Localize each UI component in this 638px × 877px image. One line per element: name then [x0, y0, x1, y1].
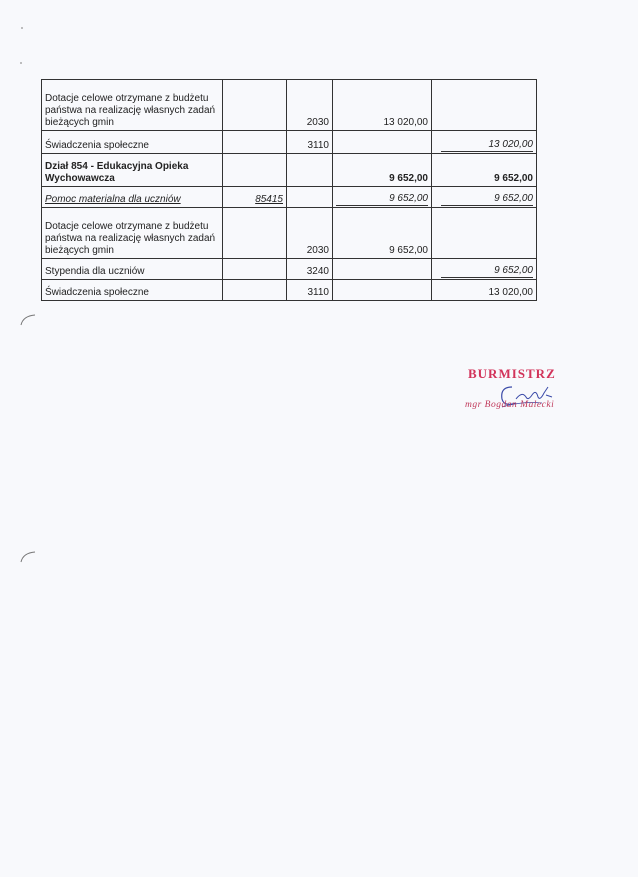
stamp-title: BURMISTRZ — [468, 366, 556, 381]
row-section — [223, 280, 287, 301]
stamp-name: mgr Bogdan Malecki — [465, 400, 555, 410]
row-section — [223, 80, 287, 131]
row-value-change — [432, 187, 537, 208]
row-paragraph — [287, 187, 333, 208]
row-paragraph: 3110 — [287, 280, 333, 301]
table-row — [42, 208, 537, 259]
row-paragraph: 3240 — [287, 259, 333, 280]
row-value-plan: 13 020,00 — [333, 80, 432, 131]
row-section — [223, 208, 287, 259]
table-row — [42, 131, 537, 154]
underlined-value: 9 652,00 — [441, 193, 533, 206]
underlined-value: 13 020,00 — [441, 139, 533, 152]
row-value-change — [432, 80, 537, 131]
row-value-plan: 9 652,00 — [333, 208, 432, 259]
scan-speck — [20, 62, 22, 64]
row-value-change: 9 652,00 — [432, 154, 537, 187]
row-value-change — [432, 208, 537, 259]
row-paragraph: 2030 — [287, 80, 333, 131]
underlined-value: 9 652,00 — [441, 265, 533, 278]
row-name: Świadczenia społeczne — [42, 131, 223, 154]
row-value-plan — [333, 131, 432, 154]
row-name: Świadczenia społeczne — [42, 280, 223, 301]
budget-table — [41, 79, 537, 301]
row-paragraph: 2030 — [287, 208, 333, 259]
row-section — [223, 154, 287, 187]
table-row — [42, 80, 537, 131]
row-paragraph — [287, 154, 333, 187]
punch-hole-mark — [20, 551, 38, 563]
row-section — [223, 259, 287, 280]
row-name: Dotacje celowe otrzymane z budżetu państwa na realizację własnych zadań bieżących gmin — [42, 80, 223, 131]
row-value-plan — [333, 259, 432, 280]
row-value-change: 13 020,00 — [432, 280, 537, 301]
row-name: Dotacje celowe otrzymane z budżetu państwa na realizację własnych zadań bieżących gmin — [42, 208, 223, 259]
table-row — [42, 280, 537, 301]
row-value-plan — [333, 280, 432, 301]
row-name: Dział 854 - Edukacyjna Opieka Wychowawcza — [42, 154, 223, 187]
row-value-plan: 9 652,00 — [333, 154, 432, 187]
row-value-change — [432, 131, 537, 154]
row-name: Stypendia dla uczniów — [42, 259, 223, 280]
row-section — [223, 131, 287, 154]
row-paragraph: 3110 — [287, 131, 333, 154]
scan-speck — [21, 27, 23, 29]
table-row — [42, 154, 537, 187]
punch-hole-mark — [20, 314, 38, 326]
underlined-value: 9 652,00 — [336, 193, 428, 206]
row-name: Pomoc materialna dla uczniów — [42, 187, 223, 208]
row-value-plan — [333, 187, 432, 208]
table-row — [42, 187, 537, 208]
table-row — [42, 259, 537, 280]
row-section: 85415 — [223, 187, 287, 208]
mayor-stamp — [462, 365, 582, 425]
row-value-change — [432, 259, 537, 280]
